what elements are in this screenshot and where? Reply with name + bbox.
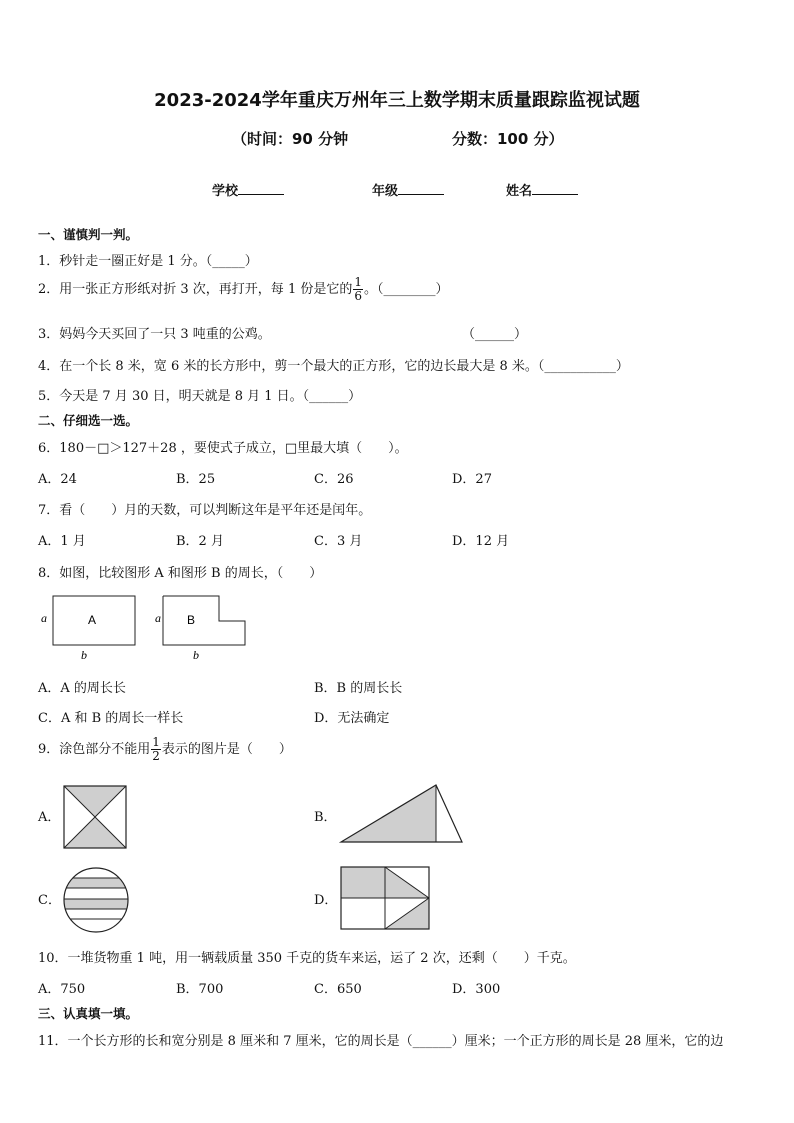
grade-label: 年级	[372, 184, 399, 199]
question-2-blank: 。（________）	[363, 282, 449, 297]
q7-option-a[interactable]: A．1 月	[38, 534, 86, 549]
question-5: 5．今天是 7 月 30 日，明天就是 8 月 1 日。（______）	[38, 389, 362, 404]
q6-option-c[interactable]: C．26	[314, 472, 354, 487]
q9-figure-a	[63, 785, 127, 849]
q8-option-a[interactable]: A．A 的周长长	[38, 681, 126, 696]
exam-time: （时间：90 分钟	[232, 130, 349, 148]
question-6: 6．180－□＞127＋28 ，要使式子成立，□里最大填（ ）。	[38, 441, 408, 456]
shape-b-polygon	[163, 596, 245, 645]
q7-option-d[interactable]: D．12 月	[452, 534, 510, 549]
q10-option-a[interactable]: A．750	[38, 982, 86, 997]
q9-option-a[interactable]: A．	[38, 810, 61, 825]
q9-option-c[interactable]: C．	[38, 893, 61, 908]
q10-option-b[interactable]: B．700	[176, 982, 224, 997]
section-heading-2: 二、仔细选一选。	[38, 413, 139, 428]
q9-option-b[interactable]: B．	[314, 810, 337, 825]
q10-option-d[interactable]: D．300	[452, 982, 501, 997]
q9-option-d[interactable]: D．	[314, 893, 338, 908]
q9-figure-b	[338, 783, 466, 845]
section-heading-3: 三、认真填一填。	[38, 1006, 139, 1021]
fraction-numerator: 1	[354, 275, 362, 289]
page-title: 2023-2024学年重庆万州年三上数学期末质量跟踪监视试题	[154, 90, 640, 111]
question-11: 11．一个长方形的长和宽分别是 8 厘米和 7 厘米，它的周长是（______）厘米；一个正方形的周长是 28 厘米，它的边	[38, 1034, 724, 1049]
label-b-side-2: b	[193, 648, 199, 662]
grade-blank[interactable]	[398, 182, 444, 195]
label-b-side-1: b	[81, 648, 87, 662]
name-field	[506, 180, 578, 199]
question-7: 7．看（ ）月的天数，可以判断这年是平年还是闰年。	[38, 503, 372, 518]
fraction-numerator: 1	[152, 735, 160, 749]
q6-option-a[interactable]: A．24	[38, 472, 77, 487]
fraction-denominator: 2	[152, 749, 160, 763]
q10-option-c[interactable]: C．650	[314, 982, 362, 997]
question-9	[38, 736, 292, 763]
shape-b-label: B	[187, 613, 196, 627]
q8-option-b[interactable]: B．B 的周长长	[314, 681, 403, 696]
question-3-blank: （______）	[462, 327, 528, 342]
q7-option-c[interactable]: C．3 月	[314, 534, 363, 549]
fraction-one-half	[151, 736, 161, 763]
q9-figure-c	[62, 866, 130, 934]
name-blank[interactable]	[532, 182, 578, 195]
question-9-tail: 表示的图片是（ ）	[161, 742, 292, 757]
school-field	[212, 180, 284, 199]
question-10: 10．一堆货物重 1 吨，用一辆载质量 350 千克的货车来运，运了 2 次，还剩（ ）千克。	[38, 951, 576, 966]
q8-figure	[36, 594, 250, 664]
q6-option-d[interactable]: D．27	[452, 472, 492, 487]
section-heading-1: 一、谨慎判一判。	[38, 227, 139, 242]
q8-option-d[interactable]: D．无法确定	[314, 711, 390, 726]
question-2-text: 2．用一张正方形纸对折 3 次，再打开，每 1 份是它的	[38, 282, 353, 297]
exam-score: 分数：100 分）	[452, 130, 564, 148]
q9-figure-d	[340, 866, 432, 930]
school-blank[interactable]	[238, 182, 284, 195]
question-2	[38, 276, 449, 303]
name-label: 姓名	[506, 184, 533, 199]
q8-option-c[interactable]: C．A 和 B 的周长一样长	[38, 711, 184, 726]
grade-field	[372, 180, 444, 199]
question-3: 3．妈妈今天买回了一只 3 吨重的公鸡。	[38, 327, 271, 342]
shape-a-label: A	[88, 613, 97, 627]
fraction-one-sixth	[353, 276, 363, 303]
fraction-denominator: 6	[354, 289, 362, 303]
q6-option-b[interactable]: B．25	[176, 472, 216, 487]
label-a-side-1: a	[41, 611, 47, 625]
question-4: 4．在一个长 8 米，宽 6 米的长方形中，剪一个最大的正方形，它的边长最大是 8 米。（___________）	[38, 359, 629, 374]
label-a-side-2: a	[155, 611, 161, 625]
school-label: 学校	[212, 184, 239, 199]
question-9-text: 9．涂色部分不能用	[38, 742, 151, 757]
question-8: 8．如图，比较图形 A 和图形 B 的周长，（ ）	[38, 566, 323, 581]
q7-option-b[interactable]: B．2 月	[176, 534, 224, 549]
question-1: 1．秒针走一圈正好是 1 分。（_____）	[38, 254, 258, 269]
